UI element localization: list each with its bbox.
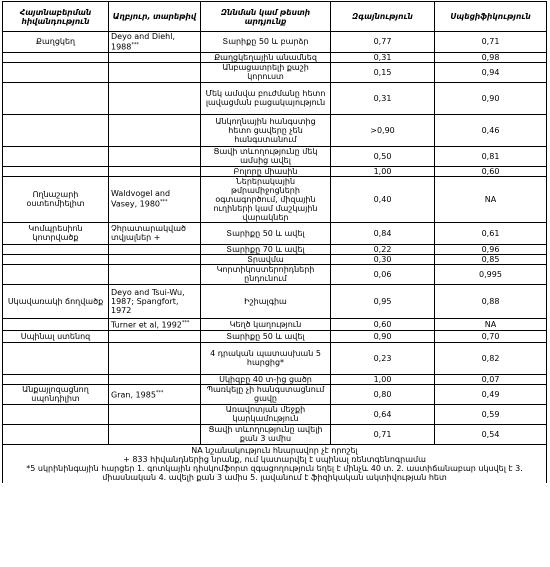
cell-specificity: 0,94 xyxy=(435,62,547,82)
table-row xyxy=(3,62,547,82)
cell-sensitivity: 0,30 xyxy=(331,254,435,264)
cell-specificity: 0,70 xyxy=(435,330,547,342)
reference-superscript: *** xyxy=(160,199,168,206)
cell-source xyxy=(109,264,201,284)
header-finding: Զննման կամ թեստի արդյունք xyxy=(201,2,331,32)
table-row xyxy=(3,146,547,166)
cell-finding: Անկողնային հանգստից հետո ցավերը չեն հանգստանում xyxy=(201,114,331,146)
cell-source xyxy=(109,146,201,166)
cell-finding: Առավոտյան մեջքի կարկամություն xyxy=(201,404,331,424)
table-row xyxy=(3,424,547,444)
cell-finding: Անբացատրելի քաշի կորուստ xyxy=(201,62,331,82)
cell-specificity: NA xyxy=(435,318,547,330)
table-row xyxy=(3,330,547,342)
cell-sensitivity: 0,31 xyxy=(331,52,435,62)
cell-specificity: NA xyxy=(435,176,547,222)
cell-finding: Պառկելը չի հանգստացնում ցավը xyxy=(201,384,331,404)
cell-sensitivity: 0,23 xyxy=(331,342,435,374)
cell-source xyxy=(109,404,201,424)
cell-condition xyxy=(3,374,109,384)
cell-source: Gran, 1985*** xyxy=(109,384,201,404)
cell-source xyxy=(109,166,201,176)
cell-specificity: 0,85 xyxy=(435,254,547,264)
footnotes-cell xyxy=(3,444,547,483)
cell-specificity: 0,60 xyxy=(435,166,547,176)
cell-source xyxy=(109,254,201,264)
cell-finding: Տարիքը 50 և բարձր xyxy=(201,32,331,53)
cell-finding: Բոլորը միասին xyxy=(201,166,331,176)
cell-source xyxy=(109,52,201,62)
cell-source: Չհրատարակված տվյալներ + xyxy=(109,222,201,244)
cell-condition xyxy=(3,404,109,424)
cell-condition: Քաղցկեղ xyxy=(3,32,109,53)
cell-specificity: 0,96 xyxy=(435,244,547,254)
cell-finding: Տարիքը 50 և ավել xyxy=(201,330,331,342)
cell-condition xyxy=(3,254,109,264)
footnote-star: *5 սկրինինգային հարցեր 1. գոտկային դիսկոմֆորտ զգացողություն եղել է մինչև 40 տ. 2. աստիճանաբար սկսվել է 3. միասնական 4. ավելի քան 3 ամիս 5. լավանում է ֆիզիկական ակտիվության հետ xyxy=(26,463,523,482)
cell-condition: Սպինալ ստենոզ xyxy=(3,330,109,342)
table-row xyxy=(3,342,547,374)
cell-source xyxy=(109,244,201,254)
table-body xyxy=(3,32,547,445)
cell-specificity: 0,49 xyxy=(435,384,547,404)
cell-sensitivity: 0,31 xyxy=(331,82,435,114)
cell-finding: Քաղցկեղային անամնեզ xyxy=(201,52,331,62)
cell-sensitivity: 0,84 xyxy=(331,222,435,244)
cell-specificity: 0,81 xyxy=(435,146,547,166)
reference-superscript: *** xyxy=(181,319,190,326)
cell-source xyxy=(109,330,201,342)
cell-specificity: 0,07 xyxy=(435,374,547,384)
cell-source: Waldvogel and Vasey, 1980*** xyxy=(109,176,201,222)
cell-finding: Ցավի տևողությունը ավելի քան 3 ամիս xyxy=(201,424,331,444)
cell-specificity: 0,98 xyxy=(435,52,547,62)
cell-sensitivity: 0,60 xyxy=(331,318,435,330)
table-header-row xyxy=(3,2,547,32)
cell-finding: Կորտիկոստերոիդների ընդունում xyxy=(201,264,331,284)
cell-condition: Սկավառակի ճողվածք xyxy=(3,284,109,318)
cell-condition xyxy=(3,318,109,330)
document-page xyxy=(2,1,546,483)
reference-superscript: *** xyxy=(131,42,139,48)
footnote-plus: + 833 հիվանդներից նրանք, ում կատարվել է սպինալ ռենտգենոգրամա xyxy=(123,454,426,464)
reference-superscript: *** xyxy=(155,389,164,396)
table-row xyxy=(3,384,547,404)
cell-condition xyxy=(3,82,109,114)
cell-specificity: 0,61 xyxy=(435,222,547,244)
cell-source: Deyo and Diehl, 1988*** xyxy=(109,32,201,53)
cell-condition xyxy=(3,264,109,284)
cell-condition: Անքայլոզացնող սպոնդիլիտ xyxy=(3,384,109,404)
cell-finding: Իշիալգիա xyxy=(201,284,331,318)
cell-specificity: 0,59 xyxy=(435,404,547,424)
cell-condition: Ողնաշարի օստեոմիելիտ xyxy=(3,176,109,222)
cell-finding: Տարիքը 50 և ավել xyxy=(201,222,331,244)
header-sensitivity: Զգայնություն xyxy=(331,2,435,32)
table-row xyxy=(3,52,547,62)
cell-sensitivity: 0,95 xyxy=(331,284,435,318)
cell-finding: Տարիքը 70 և ավել xyxy=(201,244,331,254)
footnote-row xyxy=(3,444,547,483)
cell-specificity: 0,46 xyxy=(435,114,547,146)
cell-finding: Տրավմա xyxy=(201,254,331,264)
table-row xyxy=(3,284,547,318)
cell-specificity: 0,71 xyxy=(435,32,547,53)
cell-specificity: 0,82 xyxy=(435,342,547,374)
cell-sensitivity: 0,06 xyxy=(331,264,435,284)
cell-finding: Կեղծ կաղություն xyxy=(201,318,331,330)
cell-sensitivity: 0,22 xyxy=(331,244,435,254)
table-row xyxy=(3,404,547,424)
cell-source xyxy=(109,374,201,384)
table-row xyxy=(3,264,547,284)
header-source: Աղբյուր, տարեթիվ xyxy=(109,2,201,32)
cell-source xyxy=(109,82,201,114)
cell-specificity: 0,88 xyxy=(435,284,547,318)
table-row xyxy=(3,32,547,53)
cell-sensitivity: 0,64 xyxy=(331,404,435,424)
header-specificity: Սպեցիֆիկություն xyxy=(435,2,547,32)
cell-finding: 4 դրական պատասխան 5 հարցից* xyxy=(201,342,331,374)
cell-sensitivity: 0,77 xyxy=(331,32,435,53)
cell-specificity: 0,90 xyxy=(435,82,547,114)
cell-source xyxy=(109,62,201,82)
cell-sensitivity: 0,80 xyxy=(331,384,435,404)
cell-source: Turner et al, 1992*** xyxy=(109,318,201,330)
table-row xyxy=(3,244,547,254)
cell-finding: Մեկ ամսվա բուժմանը հետո լավացման բացակայություն xyxy=(201,82,331,114)
cell-sensitivity: 0,71 xyxy=(331,424,435,444)
cell-sensitivity: 0,90 xyxy=(331,330,435,342)
cell-finding: Սկիզբը 40 տ-ից ցածր xyxy=(201,374,331,384)
table-row xyxy=(3,254,547,264)
cell-sensitivity: 0,15 xyxy=(331,62,435,82)
cell-source: Deyo and Tsui-Wu, 1987; Spangfort, 1972 xyxy=(109,284,201,318)
cell-source xyxy=(109,114,201,146)
table-row xyxy=(3,374,547,384)
footnote-na: NA նշանակություն հնարավոր չէ որոշել xyxy=(191,445,358,455)
table-row xyxy=(3,222,547,244)
cell-sensitivity: 1,00 xyxy=(331,166,435,176)
cell-finding: Ցավի տևողությունը մեկ ամսից ավել xyxy=(201,146,331,166)
diagnostic-accuracy-table xyxy=(2,1,547,483)
table-row xyxy=(3,82,547,114)
table-row xyxy=(3,176,547,222)
cell-condition xyxy=(3,62,109,82)
cell-condition xyxy=(3,146,109,166)
header-condition: Հայտնաբերման հիվանդություն xyxy=(3,2,109,32)
cell-sensitivity: 0,50 xyxy=(331,146,435,166)
cell-condition xyxy=(3,342,109,374)
cell-condition xyxy=(3,244,109,254)
cell-condition xyxy=(3,114,109,146)
table-row xyxy=(3,166,547,176)
cell-sensitivity: 0,40 xyxy=(331,176,435,222)
cell-condition xyxy=(3,424,109,444)
cell-specificity: 0,995 xyxy=(435,264,547,284)
cell-specificity: 0,54 xyxy=(435,424,547,444)
cell-source xyxy=(109,342,201,374)
cell-condition xyxy=(3,166,109,176)
table-row xyxy=(3,114,547,146)
cell-sensitivity: 1,00 xyxy=(331,374,435,384)
cell-source xyxy=(109,424,201,444)
table-row xyxy=(3,318,547,330)
cell-condition xyxy=(3,52,109,62)
cell-sensitivity: >0,90 xyxy=(331,114,435,146)
cell-condition: Կոմպրեսիոն կոտրվածք xyxy=(3,222,109,244)
cell-finding: Ներերակային թմրամիջոցների օգտագործում, միզային ուղիների կամ մաշկային վարակներ xyxy=(201,176,331,222)
